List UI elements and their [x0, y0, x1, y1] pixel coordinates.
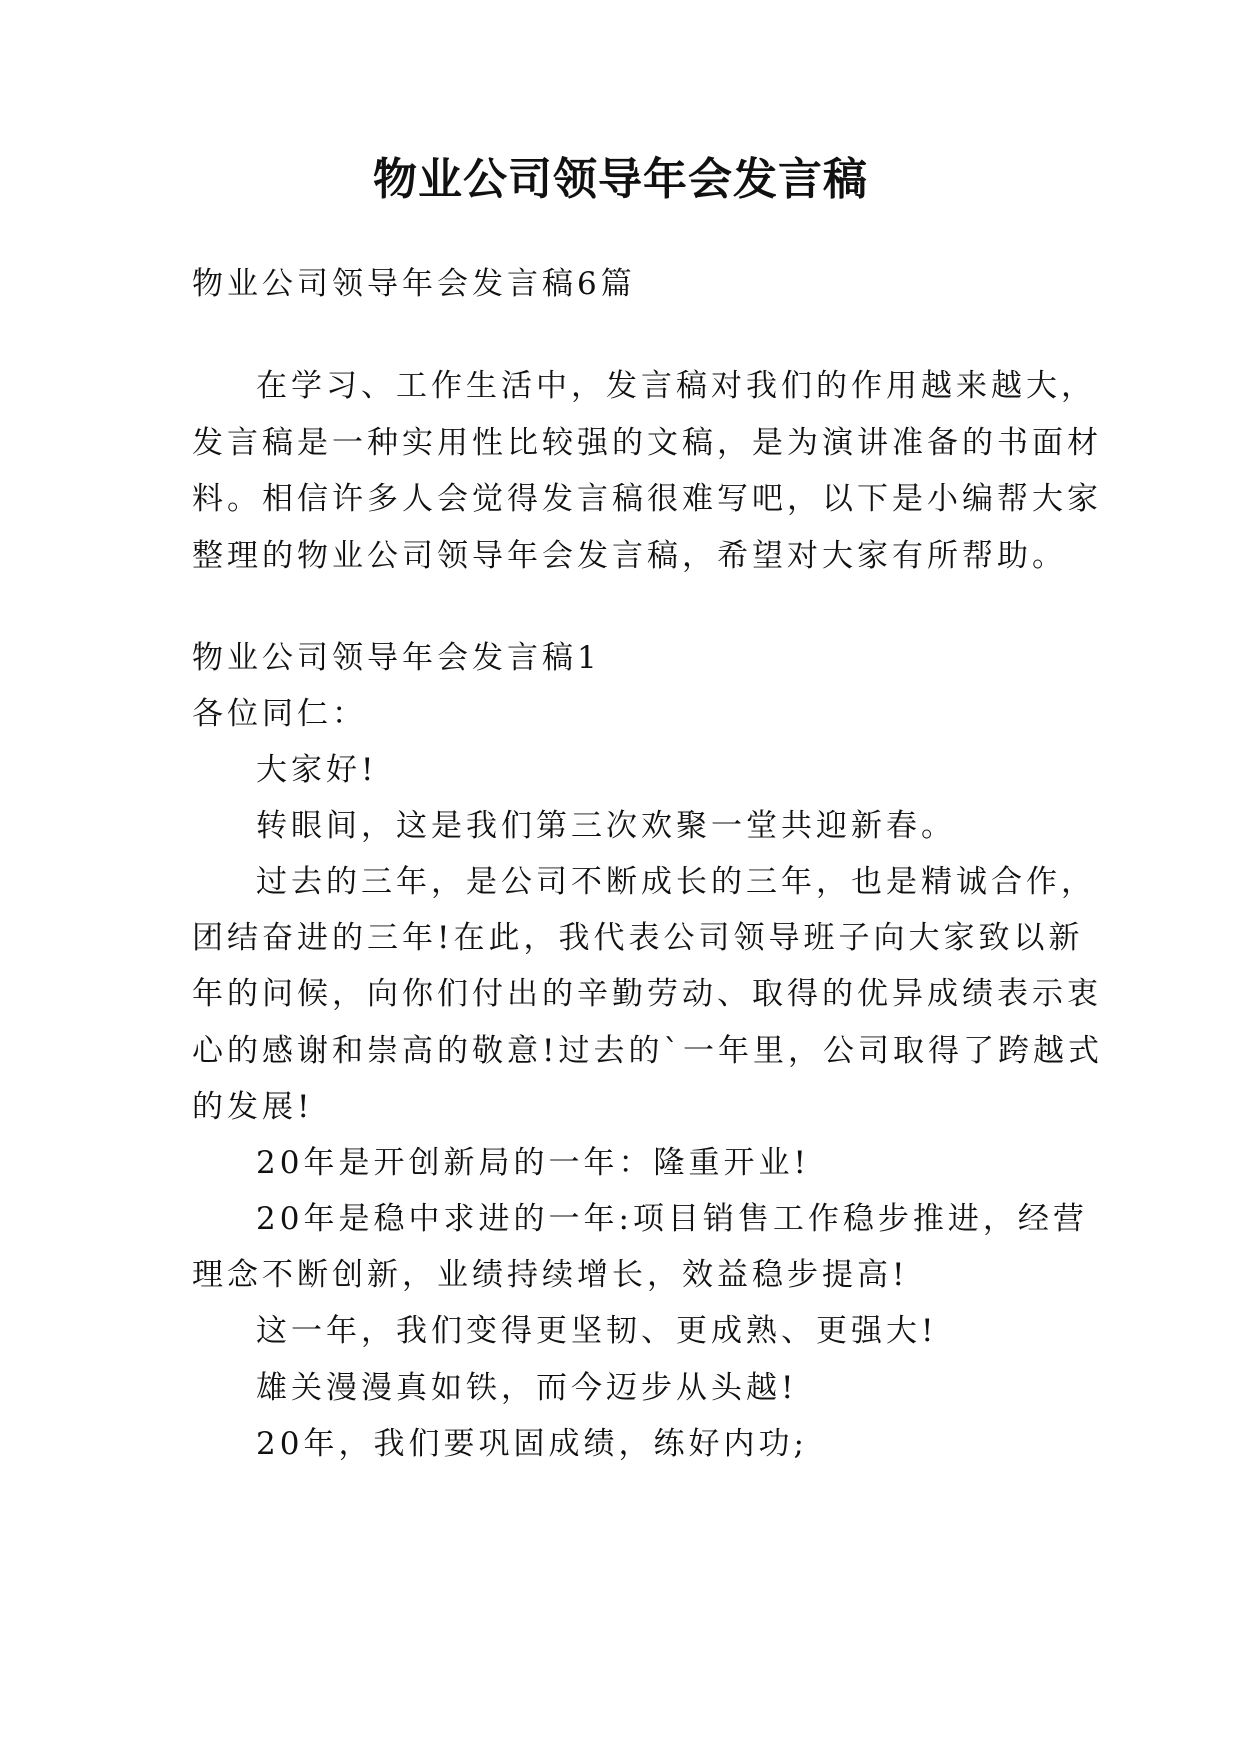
body-paragraph-line: 过去的三年，是公司不断成长的三年，也是精诚合作， — [256, 864, 1096, 900]
intro-paragraph-line: 在学习、工作生活中，发言稿对我们的作用越来越大， — [256, 368, 1096, 404]
body-paragraph-line: 这一年，我们变得更坚韧、更成熟、更强大! — [256, 1313, 938, 1349]
body-paragraph-line: 20年是开创新局的一年：隆重开业! — [256, 1145, 810, 1181]
body-paragraph-line: 心的感谢和崇高的敬意!过去的`一年里，公司取得了跨越式 — [192, 1033, 1103, 1069]
body-paragraph-line: 年的问候，向你们付出的辛勤劳动、取得的优异成绩表示衷 — [192, 976, 1102, 1012]
body-paragraph-line: 理念不断创新，业绩持续增长，效益稳步提高! — [192, 1257, 909, 1293]
body-paragraph-line: 团结奋进的三年!在此，我代表公司领导班子向大家致以新 — [192, 920, 1084, 956]
salutation: 各位同仁： — [192, 696, 367, 732]
body-paragraph-line: 20年是稳中求进的一年:项目销售工作稳步推进，经营 — [256, 1201, 1088, 1237]
section-heading: 物业公司领导年会发言稿1 — [192, 640, 601, 676]
intro-paragraph-line: 料。相信许多人会觉得发言稿很难写吧，以下是小编帮大家 — [192, 481, 1102, 517]
document-subtitle: 物业公司领导年会发言稿6篇 — [192, 266, 636, 302]
body-paragraph-line: 转眼间，这是我们第三次欢聚一堂共迎新春。 — [256, 808, 956, 844]
body-paragraph-line: 大家好! — [256, 752, 378, 788]
document-title: 物业公司领导年会发言稿 — [373, 154, 868, 205]
body-paragraph-line: 20年，我们要巩固成绩，练好内功; — [256, 1426, 808, 1462]
intro-paragraph-line: 整理的物业公司领导年会发言稿，希望对大家有所帮助。 — [192, 538, 1067, 574]
intro-paragraph-line: 发言稿是一种实用性比较强的文稿，是为演讲准备的书面材 — [192, 425, 1102, 461]
body-paragraph-line: 雄关漫漫真如铁，而今迈步从头越! — [256, 1370, 798, 1406]
body-paragraph-line: 的发展! — [192, 1089, 314, 1125]
